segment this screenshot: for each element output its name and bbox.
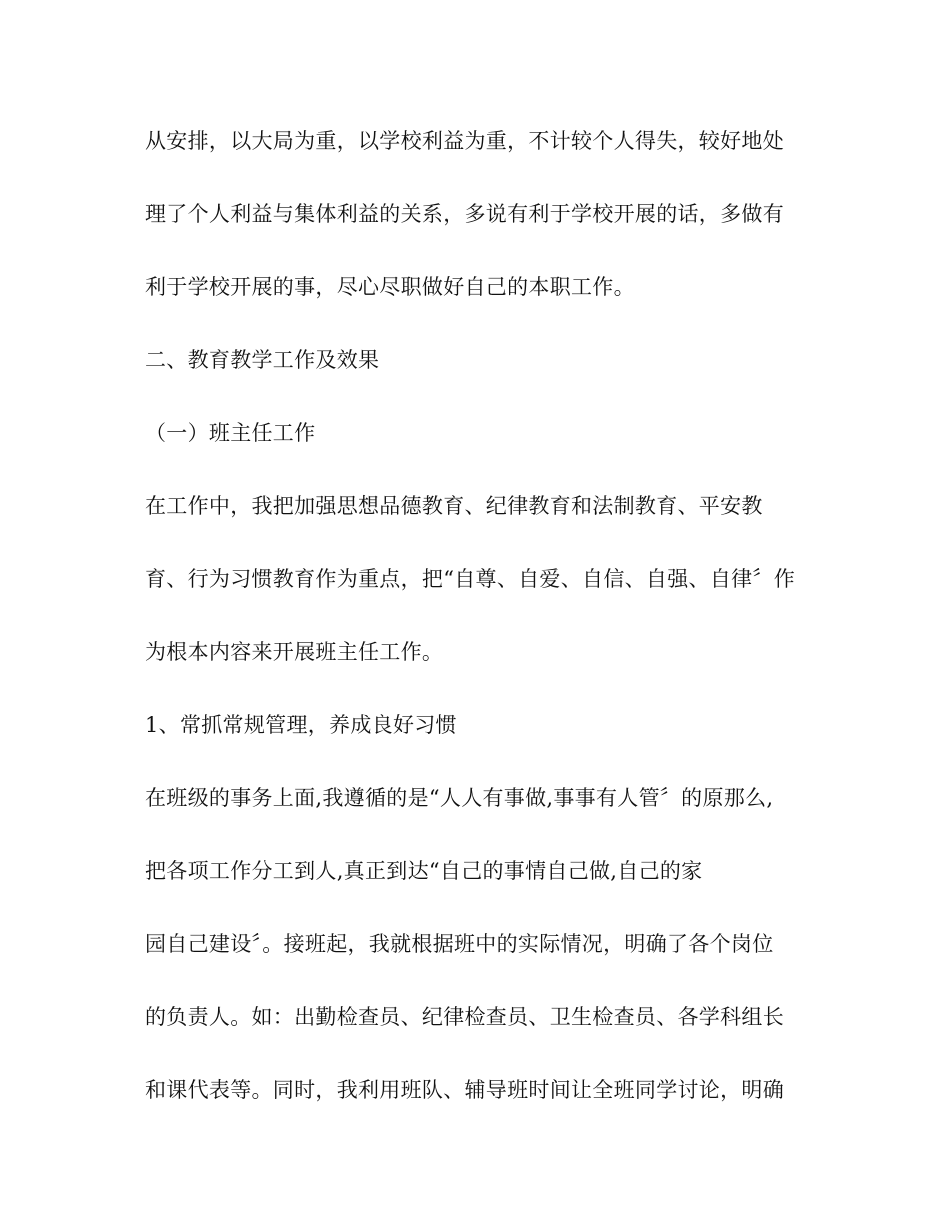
body-text-line: 育、行为习惯教育作为重点，把“自尊、自爱、自信、自强、自律〞作 (145, 567, 796, 591)
body-text-line: 园自己建设〞。接班起，我就根据班中的实际情况，明确了各个岗位 (145, 932, 774, 956)
section-heading: 二、教育教学工作及效果 (145, 348, 380, 372)
body-text-line: 的负责人。如：出勤检查员、纪律检查员、卫生检查员、各学科组长 (145, 1005, 784, 1029)
body-text-line: 在工作中，我把加强思想品德教育、纪律教育和法制教育、平安教 (145, 494, 763, 518)
body-text-line: 和课代表等。同时，我利用班队、辅导班时间让全班同学讨论，明确 (145, 1078, 784, 1102)
body-text-line: 理了个人利益与集体利益的关系，多说有利于学校开展的话，多做有 (145, 202, 784, 226)
subsection-heading: （一）班主任工作 (145, 421, 316, 445)
body-text-line: 利于学校开展的事，尽心尽职做好自己的本职工作。 (145, 275, 635, 299)
body-text-line: 从安排，以大局为重，以学校利益为重，不计较个人得失，较好地处 (145, 129, 784, 153)
item-heading: 1、常抓常规管理，养成良好习惯 (145, 713, 457, 737)
body-text-line: 在班级的事务上面,我遵循的是“人人有事做,事事有人管〞的原那么, (145, 786, 774, 810)
body-text-line: 为根本内容来开展班主任工作。 (145, 640, 444, 664)
body-text-line: 把各项工作分工到人,真正到达“自己的事情自己做,自己的家 (145, 859, 703, 883)
